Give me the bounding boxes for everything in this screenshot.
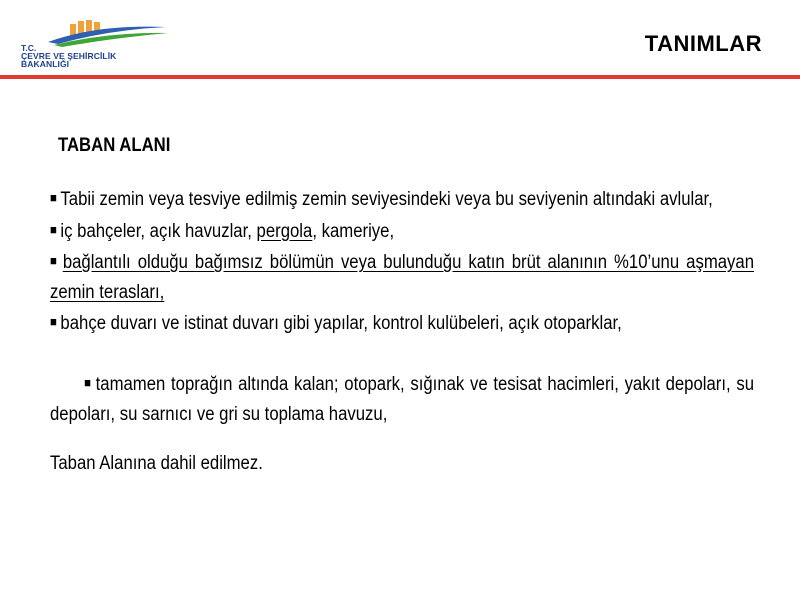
logo-line-bakanlik: BAKANLIĞI bbox=[21, 59, 70, 69]
list-item: ■ tamamen toprağın altında kalan; otopark, sığınak ve tesisat hacimleri, yakıt depoları, su depoları, su sarnıcı ve gri su toplama havuzu, bbox=[50, 374, 773, 425]
square-bullet-icon: ■ bbox=[50, 314, 57, 329]
page-title: TANIMLAR bbox=[644, 31, 762, 56]
square-bullet-icon: ■ bbox=[50, 221, 57, 237]
definition-list bbox=[50, 183, 773, 459]
logo-line-tc: T.C. bbox=[21, 43, 37, 53]
pergola-link[interactable]: pergola bbox=[256, 220, 313, 242]
list-item bbox=[50, 246, 754, 307]
square-bullet-icon: ■ bbox=[50, 190, 57, 205]
footer-note: Taban Alanına dahil edilmez. bbox=[50, 453, 263, 474]
section-heading: TABAN ALANI bbox=[58, 135, 171, 156]
header-divider bbox=[0, 75, 800, 79]
square-bullet-icon: ■ bbox=[84, 375, 93, 390]
list-item: ■ Tabii zemin veya tesviye edilmiş zemin seviyesindeki veya bu seviyenin altındaki avlular, bbox=[50, 189, 713, 210]
list-item: ■ bahçe duvarı ve istinat duvarı gibi yapılar, kontrol kulübeleri, açık otoparklar, bbox=[50, 313, 622, 334]
underlined-terrace-text: bağlantılı olduğu bağımsız bölümün veya bulunduğu katın brüt alanının %10’unu aşmayan zemin terasları, bbox=[50, 252, 754, 303]
ministry-logo bbox=[18, 18, 178, 74]
logo-line-ministry: ÇEVRE VE ŞEHİRCİLİK bbox=[21, 51, 117, 61]
square-bullet-icon: ■ bbox=[50, 253, 60, 268]
list-item: ■ iç bahçeler, açık havuzlar, pergola, kameriye, bbox=[50, 220, 395, 242]
